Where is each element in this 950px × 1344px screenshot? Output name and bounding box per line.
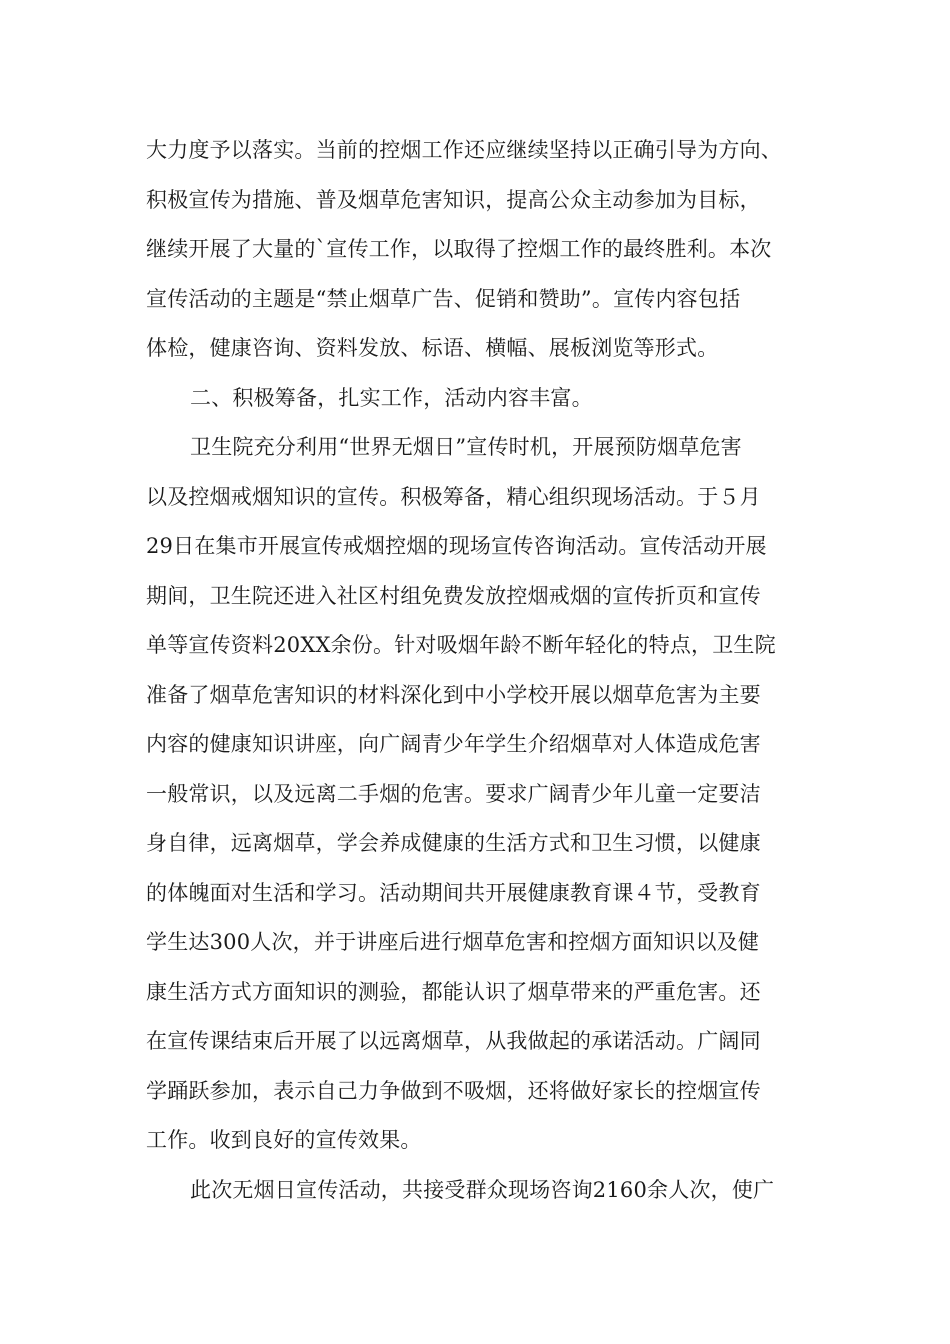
section-heading: 二、积极筹备，扎实工作，活动内容丰富。 [190, 385, 593, 410]
text-line-4: 宣传活动的主题是“禁止烟草广告、促销和赞助”。宣传内容包括 [146, 286, 741, 311]
text-line-10: 期间，卫生院还进入社区村组免费发放控烟戒烟的宣传折页和宣传 [146, 583, 761, 608]
text-line-17: 学生达300人次，并于讲座后进行烟草危害和控烟方面知识以及健 [146, 930, 760, 954]
text-line-11: 单等宣传资料20XX余份。针对吸烟年龄不断年轻化的特点，卫生院 [146, 633, 776, 657]
text-line-14: 一般常识，以及远离二手烟的危害。要求广阔青少年儿童一定要洁 [146, 781, 761, 806]
text-line-9: 29日在集市开展宣传戒烟控烟的现场宣传咨询活动。宣传活动开展 [146, 534, 767, 558]
text-line-21: 工作。收到良好的宣传效果。 [146, 1128, 422, 1152]
paragraph-start-line-last: 此次无烟日宣传活动，共接受群众现场咨询2160余人次，使广 [190, 1177, 775, 1202]
text-line-20: 学踊跃参加，表示自己力争做到不吸烟，还将做好家长的控烟宣传 [146, 1078, 761, 1103]
text-line-19: 在宣传课结束后开展了以远离烟草，从我做起的承诺活动。广阔同 [146, 1029, 761, 1053]
text-line-5: 体检，健康咨询、资料发放、标语、横幅、展板浏览等形式。 [146, 336, 719, 360]
text-line-8: 以及控烟戒烟知识的宣传。积极筹备，精心组织现场活动。于５月 [146, 484, 761, 509]
text-line-18: 康生活方式方面知识的测验，都能认识了烟草带来的严重危害。还 [146, 979, 761, 1004]
text-line-3: 继续开展了大量的`宣传工作，以取得了控烟工作的最终胜利。本次 [146, 237, 772, 261]
text-line-2: 积极宣传为措施、普及烟草危害知识，提高公众主动参加为目标， [146, 187, 761, 212]
text-line-13: 内容的健康知识讲座，向广阔青少年学生介绍烟草对人体造成危害 [146, 732, 761, 756]
body-text [146, 126, 806, 1215]
text-line-15: 身自律，远离烟草，学会养成健康的生活方式和卫生习惯，以健康 [146, 831, 761, 855]
text-line-12: 准备了烟草危害知识的材料深化到中小学校开展以烟草危害为主要 [146, 682, 761, 707]
text-line-1: 大力度予以落实。当前的控烟工作还应继续坚持以正确引导为方向、 [146, 138, 782, 162]
paragraph-start-line: 卫生院充分利用“世界无烟日”宣传时机，开展预防烟草危害 [190, 435, 742, 459]
text-line-16: 的体魄面对生活和学习。活动期间共开展健康教育课４节，受教育 [146, 880, 761, 905]
